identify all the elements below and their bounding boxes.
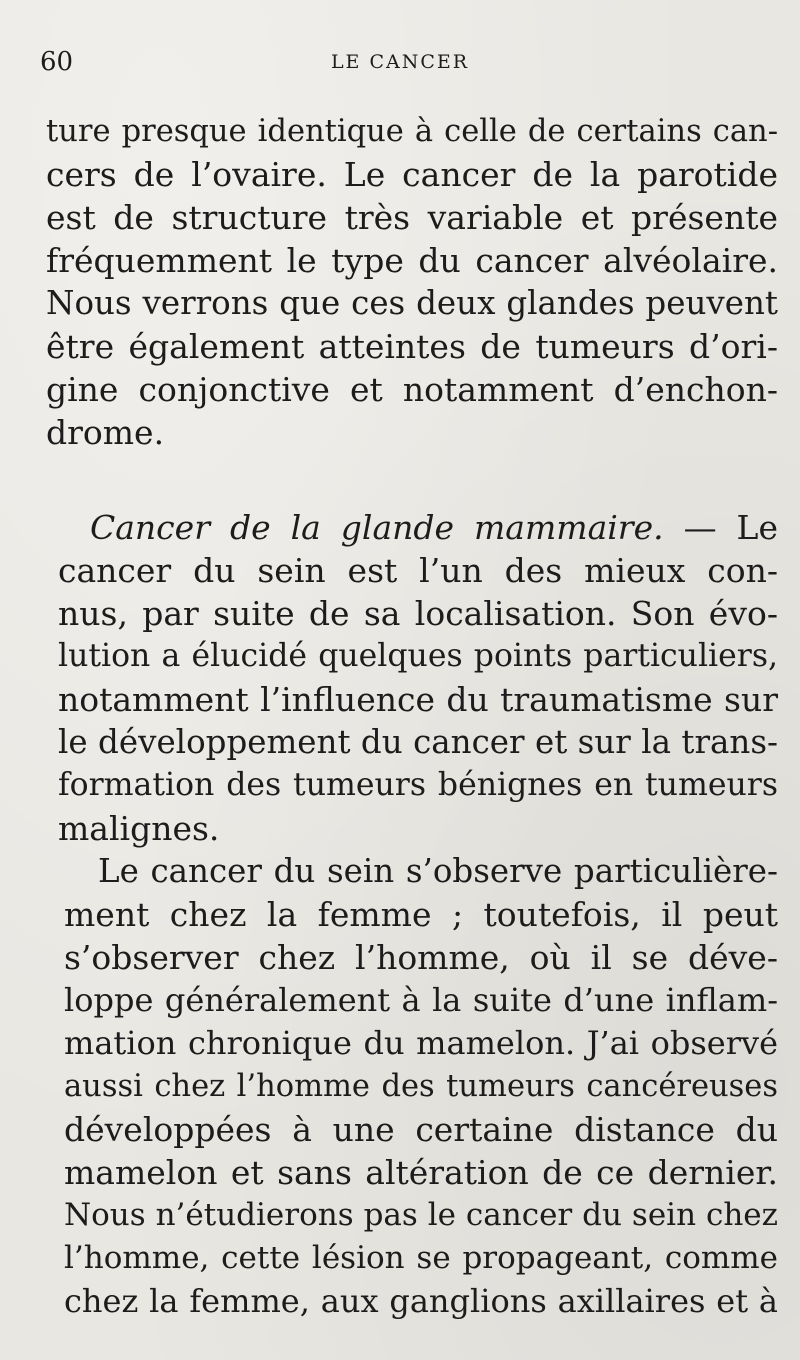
text-line: Nous verrons que ces deux glandes peuvent xyxy=(46,284,778,322)
section-heading-line xyxy=(46,506,778,549)
text-line: mamelon et sans altération de ce dernier. xyxy=(64,1153,778,1192)
text-line: Nous n’étudierons pas le cancer du sein chez xyxy=(64,1197,778,1233)
text-line: Le cancer du sein s’observe particulière- xyxy=(98,852,778,890)
text-line: chez la femme, aux ganglions axillaires et à xyxy=(64,1282,778,1320)
paragraph-3 xyxy=(46,850,778,1323)
section-title: Cancer de la glande mammaire. xyxy=(90,508,664,547)
text-line: le développement du cancer et sur la trans- xyxy=(58,723,778,761)
text-line: nus, par suite de sa localisation. Son évo- xyxy=(58,594,778,633)
paragraph-2 xyxy=(46,506,778,850)
page-number: 60 xyxy=(40,47,74,77)
text-line: drome. xyxy=(46,413,165,452)
paragraph-1 xyxy=(46,110,778,454)
page-body xyxy=(46,110,778,1323)
text-line: loppe généralement à la suite d’une inflam- xyxy=(64,981,778,1019)
text-line: développées à une certaine distance du xyxy=(64,1110,778,1149)
text-line: aussi chez l’homme des tumeurs cancéreuses xyxy=(64,1069,778,1104)
text-line: est de structure très variable et présente xyxy=(46,198,778,237)
text-line: notamment l’influence du traumatisme sur xyxy=(58,680,778,719)
text-line: mation chronique du mamelon. J’ai observé xyxy=(64,1024,778,1062)
text-line: l’homme, cette lésion se propageant, comme xyxy=(64,1240,778,1276)
text-line: ment chez la femme ; toutefois, il peut xyxy=(64,895,778,934)
paragraph-gap xyxy=(46,454,778,506)
running-head: LE CANCER xyxy=(330,51,470,73)
text-line: formation des tumeurs bénignes en tumeurs xyxy=(58,767,778,803)
page-header xyxy=(40,44,760,80)
text-line: être également atteintes de tumeurs d’ori- xyxy=(46,327,778,366)
text-line: malignes. xyxy=(58,809,220,848)
text-line: ture presque identique à celle de certains can- xyxy=(46,114,778,149)
text-line: cers de l’ovaire. Le cancer de la parotide xyxy=(46,155,778,194)
section-title-rest: — Le xyxy=(683,508,778,547)
text-line: s’observer chez l’homme, où il se déve- xyxy=(64,938,778,977)
text-line: lution a élucidé quelques points particuliers, xyxy=(58,638,778,674)
text-line: cancer du sein est l’un des mieux con- xyxy=(58,551,778,590)
text-line: gine conjonctive et notamment d’enchon- xyxy=(46,370,778,409)
text-line: fréquemment le type du cancer alvéolaire. xyxy=(46,241,778,280)
